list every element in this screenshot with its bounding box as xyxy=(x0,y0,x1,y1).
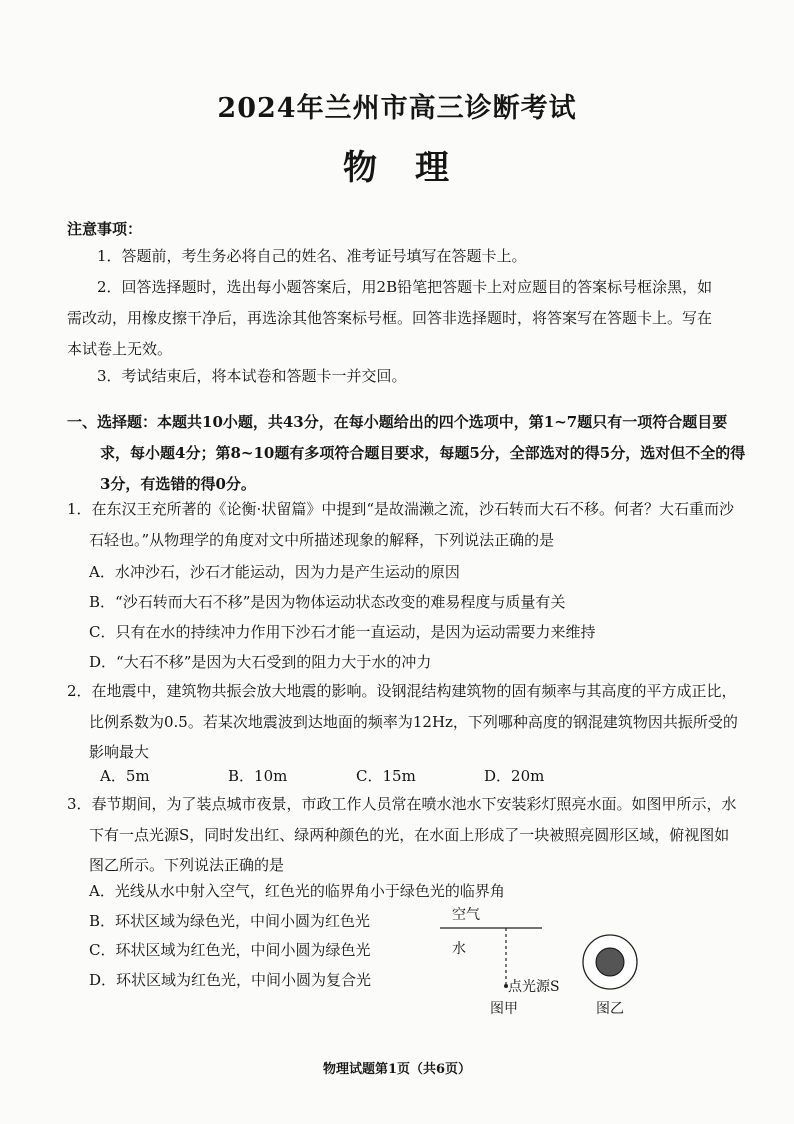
question-3-option-d: D．环状区域为红色光，中间小圆为复合光 xyxy=(89,971,372,989)
point-source-label: 点光源S xyxy=(508,979,560,995)
question-1-stem: 1．在东汉王充所著的《论衡·状留篇》中提到“是故湍濑之流，沙石转而大石不移。何者？大石重而沙石轻也。”从物理学的角度对文中所描述现象的解释，下列说法正确的是 xyxy=(67,500,734,549)
subject-title: 物 理 xyxy=(343,148,451,188)
figure-a-caption: 图甲 xyxy=(490,1001,518,1017)
notice-item-3: 3．考试结束后，将本试卷和答题卡一并交回。 xyxy=(97,367,407,385)
question-1-option-a: A．水冲沙石，沙石才能运动，因为力是产生运动的原因 xyxy=(89,563,460,581)
notice-heading: 注意事项： xyxy=(67,220,143,238)
page-footer: 物理试题第1页（共6页） xyxy=(322,1062,472,1077)
question-2-stem: 2．在地震中，建筑物共振会放大地震的影响。设钢混结构建筑物的固有频率与其高度的平方成正比，比例系数为0.5。若某次地震波到达地面的频率为12Hz，下列哪种高度的钢混建筑物因共振所受的影响最大 xyxy=(67,682,738,761)
question-2-option-b: B．10m xyxy=(228,767,288,785)
question-3-option-b: B．环状区域为绿色光，中间小圆为红色光 xyxy=(89,912,371,930)
question-3-option-a: A．光线从水中射入空气，红色光的临界角小于绿色光的临界角 xyxy=(89,882,505,900)
illuminated-disk xyxy=(596,948,624,976)
air-label: 空气 xyxy=(452,907,480,923)
question-2-option-a: A．5m xyxy=(100,767,150,785)
question-1-option-d: D．“大石不移”是因为大石受到的阻力大于水的冲力 xyxy=(89,653,432,671)
question-1-option-c: C．只有在水的持续冲力作用下沙石才能一直运动，是因为运动需要力来维持 xyxy=(89,623,596,641)
question-3-option-c: C．环状区域为红色光，中间小圆为绿色光 xyxy=(89,941,371,959)
question-3-stem: 3．春节期间，为了装点城市夜景，市政工作人员常在喷水池水下安装彩灯照亮水面。如图甲所示，水下有一点光源S，同时发出红、绿两种颜色的光，在水面上形成了一块被照亮圆形区域，俯视图如图乙所示。下列说法正确的是 xyxy=(67,795,737,874)
notice-item-1: 1．答题前，考生务必将自己的姓名、准考证号填写在答题卡上。 xyxy=(97,247,527,265)
question-1-option-b: B．“沙石转而大石不移”是因为物体运动状态改变的难易程度与质量有关 xyxy=(89,593,566,611)
question-3-figure xyxy=(430,900,650,1020)
water-label: 水 xyxy=(452,941,466,957)
exam-title: 2024年兰州市高三诊断考试 xyxy=(217,93,577,124)
figure-b-caption: 图乙 xyxy=(596,1001,624,1017)
notice-item-2: 2．回答选择题时，选出每小题答案后，用2B铅笔把答题卡上对应题目的答案标号框涂黑，如需改动，用橡皮擦干净后，再选涂其他答案标号框。回答非选择题时，将答案写在答题卡上。写在本试卷上无效。 xyxy=(67,278,713,358)
section-heading: 一、选择题：本题共10小题，共43分，在每小题给出的四个选项中，第1~7题只有一项符合题目要求，每小题4分；第8~10题有多项符合题目要求，每题5分，全部选对的得5分，选对但不全的得3分，有选错的得0分。 xyxy=(67,413,746,493)
question-2-option-d: D．20m xyxy=(484,767,545,785)
question-2-option-c: C．15m xyxy=(356,767,416,785)
